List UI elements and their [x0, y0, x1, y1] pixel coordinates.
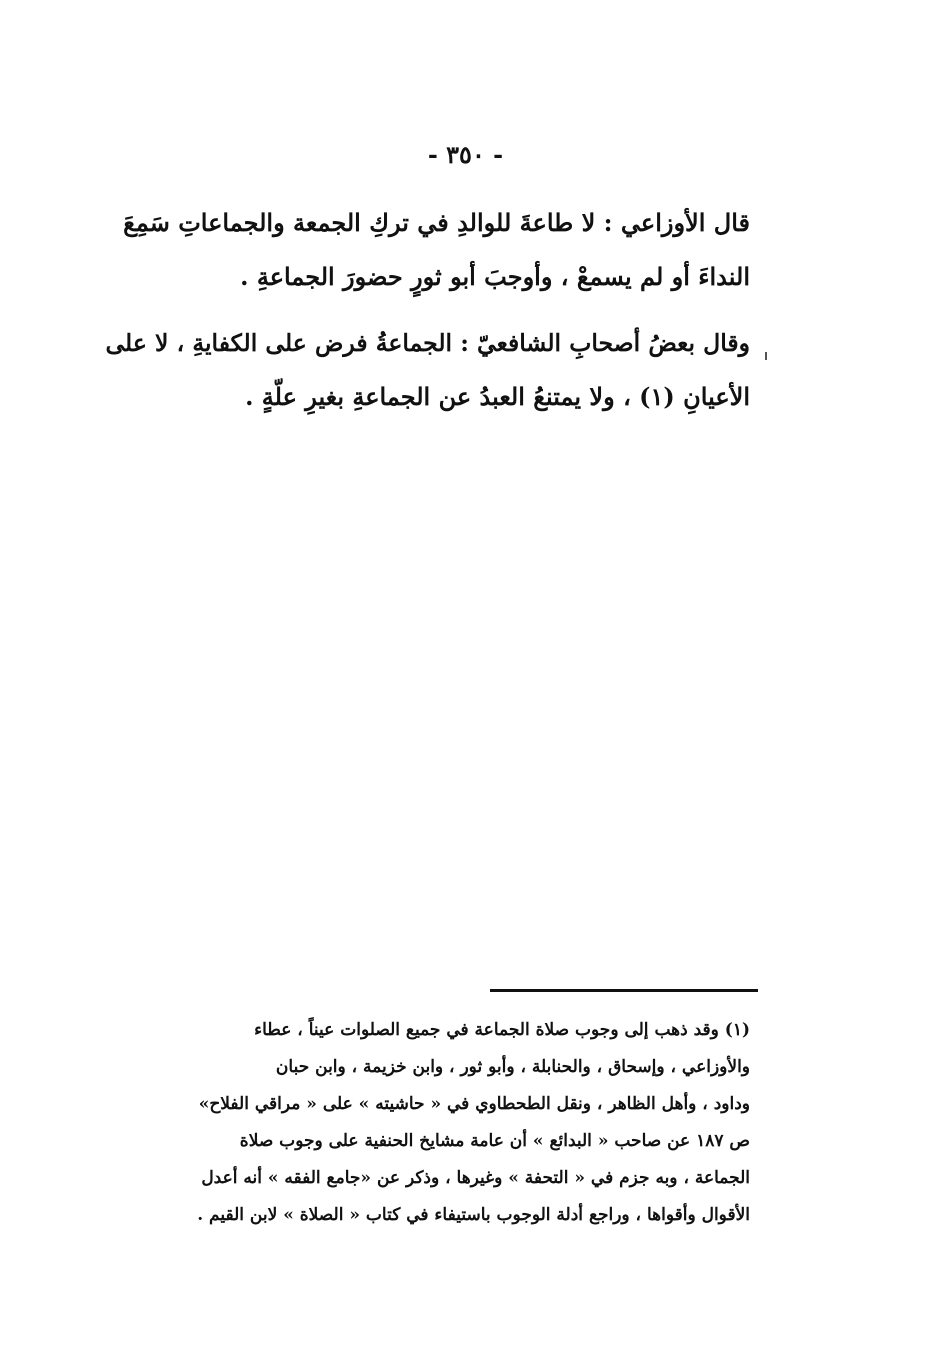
main-line: النداءَ أو لم يسمعْ ، وأوجبَ أبو ثورٍ حضورَ الجماعةِ . [240, 262, 750, 291]
footnote-line: والأوزاعي ، وإسحاق ، والحنابلة ، وأبو ثور ، وابن خزيمة ، وابن حبان [275, 1057, 750, 1077]
paragraph-gap [100, 304, 750, 316]
page-number: - ٣٥٠ - [427, 140, 504, 169]
footnote-line: (١) وقد ذهب إلى وجوب صلاة الجماعة في جميع الصلوات عيناً ، عطاء [254, 1020, 750, 1040]
scan-artifact [765, 352, 767, 360]
footnote-line: الأقوال وأقواها ، وراجع أدلة الوجوب باستيفاء في كتاب « الصلاة » لابن القيم . [197, 1205, 750, 1225]
footnote-line: وداود ، وأهل الظاهر ، ونقل الطحطاوي في « حاشيته » على « مراقي الفلاح» [198, 1094, 750, 1114]
main-text [100, 196, 750, 424]
footnote [100, 1012, 750, 1234]
footnote-line: الجماعة ، وبه جزم في « التحفة » وغيرها ، وذكر عن «جامع الفقه » أنه أعدل [201, 1168, 750, 1188]
main-line: الأعيانِ (١) ، ولا يمتنعُ العبدُ عن الجماعةِ بغيرِ علّةٍ . [245, 382, 750, 411]
main-line: وقال بعضُ أصحابِ الشافعيّ : الجماعةُ فرض على الكفايةِ ، لا على [105, 329, 750, 357]
main-line: قال الأوزاعي : لا طاعةَ للوالدِ في تركِ الجمعة والجماعاتِ سَمِعَ [123, 208, 750, 237]
footnote-line: ص ١٨٧ عن صاحب « البدائع » أن عامة مشايخ الحنفية على وجوب صلاة [239, 1131, 750, 1151]
footnote-separator [490, 989, 758, 992]
